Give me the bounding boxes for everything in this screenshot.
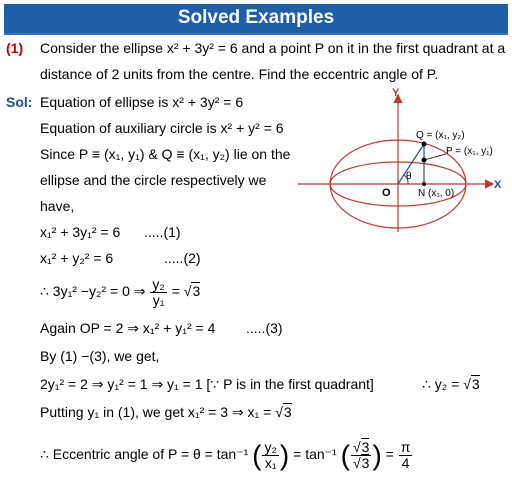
- problem-line-2: distance of 2 units from the centre. Find the eccentric angle of P.: [40, 66, 439, 82]
- sol-line-12-text: Putting y₁ in (1), we get x₁² = 3 ⇒ x₁ =: [40, 404, 272, 420]
- sol-label: Sol:: [6, 94, 33, 110]
- fraction-sqrt3-den-value: 3: [361, 454, 370, 471]
- y2-sqrt-value: 3: [471, 376, 480, 392]
- open-paren: (: [340, 439, 350, 471]
- y2-result-text: ∴ y₂ =: [422, 376, 460, 392]
- x1-sqrt-value: 3: [283, 404, 292, 420]
- fraction-pi-4: [399, 440, 413, 471]
- sol-line-5: have,: [40, 198, 75, 214]
- sol-line-3: Since P ≡ (x₁, y₁) & Q ≡ (x₁, y₂) lie on the: [40, 146, 291, 162]
- fraction-sqrt3-num-value: 3: [361, 438, 370, 455]
- eccentric-angle-line: [40, 434, 413, 474]
- close-paren: ): [279, 439, 290, 471]
- sqrt-sign: √: [275, 404, 283, 420]
- ratio-equals: =: [171, 283, 180, 299]
- ellipse-figure: [296, 84, 508, 234]
- sol-line-9: Again OP = 2 ⇒ x₁² + y₁² = 4: [40, 320, 216, 336]
- fraction-pi-4-num: π: [400, 438, 411, 455]
- equation-1-tag: .....(1): [144, 224, 181, 240]
- y2-result: [422, 376, 480, 393]
- fraction-pi-4-den: 4: [401, 454, 410, 471]
- eccentric-angle-text: ∴ Eccentric angle of P = θ = tan⁻¹: [40, 446, 249, 462]
- sol-line-2: Equation of auxiliary circle is x² + y² = 6: [40, 120, 284, 136]
- sol-line-10: By (1) −(3), we get,: [40, 348, 160, 364]
- fraction-sqrt3-den: √3: [352, 454, 370, 471]
- page-title: Solved Examples: [177, 7, 335, 28]
- fraction-sqrt3-num: √3: [352, 438, 370, 455]
- sqrt-sign: √: [183, 283, 192, 299]
- fraction-sqrt3: [351, 440, 371, 471]
- close-paren: ): [372, 439, 382, 471]
- origin-label: O: [382, 187, 391, 199]
- title-bar: [4, 4, 508, 35]
- axis-y-label: Y: [392, 87, 400, 99]
- sol-line-11: 2y₁² = 2 ⇒ y₁² = 1 ⇒ y₁ = 1 [∵ P is in the first quadrant]: [40, 376, 374, 392]
- sol-line-1: Equation of ellipse is x² + 3y² = 6: [40, 94, 244, 110]
- equation-3-tag: .....(3): [246, 320, 283, 336]
- ratio-line-text: ∴ 3y₁² −y₂² = 0 ⇒: [40, 283, 146, 299]
- ratio-fraction-den: y₁: [152, 291, 165, 308]
- problem-number: (1): [6, 40, 24, 56]
- ratio-sqrt-value: 3: [192, 283, 201, 299]
- ratio-fraction: [150, 277, 166, 308]
- sqrt-sign: √: [463, 376, 471, 392]
- q-label: Q = (x₁, y₂): [416, 130, 465, 141]
- p-label: P = (x₁, y₁): [446, 146, 493, 157]
- equation-2: x₁² + y₂² = 6: [40, 250, 114, 266]
- ratio-fraction-num: y₂: [152, 275, 165, 292]
- tan-inverse-text: = tan⁻¹: [293, 446, 337, 462]
- point-q: [422, 142, 427, 147]
- final-equals: =: [385, 446, 394, 462]
- problem-line-1: Consider the ellipse x² + 3y² = 6 and a point P on it in the first quadrant at a: [40, 40, 506, 56]
- fraction-y2-x1: [262, 440, 278, 471]
- ratio-line: [40, 274, 200, 308]
- theta-label: θ: [406, 171, 412, 182]
- axis-x-label: X: [494, 179, 502, 191]
- point-n: [422, 182, 426, 186]
- equation-1: x₁² + 3y₁² = 6: [40, 224, 121, 240]
- open-paren: (: [252, 439, 262, 471]
- fraction-y2-x1-den: x₁: [264, 454, 277, 471]
- fraction-y2-x1-num: y₂: [264, 438, 277, 455]
- sol-line-4: ellipse and the circle respectively we: [40, 172, 267, 188]
- n-label: N (x₁, 0): [418, 188, 455, 199]
- equation-2-tag: .....(2): [164, 250, 201, 266]
- p-label-pointer: [424, 154, 446, 160]
- sol-line-12: [40, 404, 292, 421]
